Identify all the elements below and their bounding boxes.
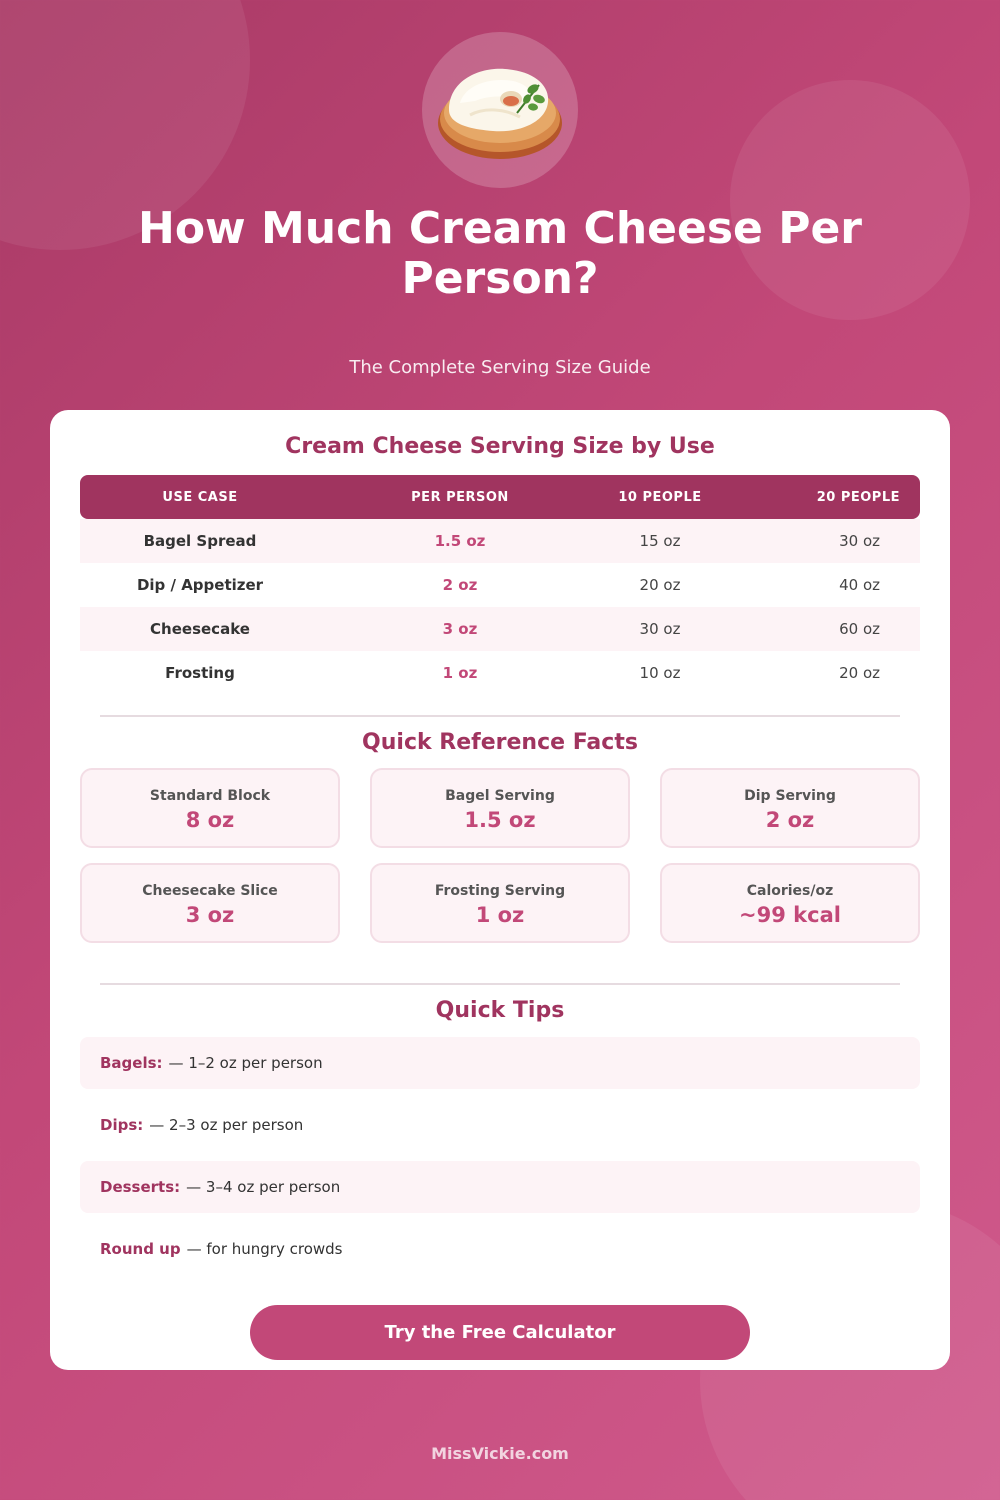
twenty-people-cell: 30 oz [839, 532, 880, 550]
tip-label: Desserts: [100, 1178, 181, 1196]
table-row [80, 651, 920, 695]
fact-value: ~99 kcal [739, 903, 841, 927]
per-person-cell: 3 oz [442, 620, 478, 638]
table-header [80, 475, 920, 519]
fact-label: Calories/oz [746, 883, 834, 899]
footer-brand[interactable]: MissVickie.com [431, 1444, 569, 1463]
ten-people-cell: 30 oz [639, 620, 681, 638]
use-case-cell: Frosting [165, 664, 235, 682]
fact-label: Frosting Serving [434, 883, 566, 899]
section-divider [100, 715, 900, 717]
twenty-people-cell: 40 oz [839, 576, 880, 594]
tip-item [80, 1161, 920, 1213]
ten-people-cell: 10 oz [639, 664, 681, 682]
facts-title: Quick Reference Facts [362, 730, 638, 755]
fact-value: 8 oz [185, 808, 235, 832]
tip-item [80, 1223, 920, 1275]
fact-card [80, 863, 340, 943]
ten-people-cell: 20 oz [639, 576, 681, 594]
table-row [80, 607, 920, 651]
column-header: PER PERSON [411, 489, 509, 505]
fact-value: 1.5 oz [464, 808, 536, 832]
tip-text: — 1–2 oz per person [168, 1054, 323, 1072]
column-header: 10 PEOPLE [618, 489, 702, 505]
ten-people-cell: 15 oz [639, 532, 681, 550]
fact-card [370, 863, 630, 943]
fact-label: Cheesecake Slice [142, 883, 278, 899]
logo-badge [422, 32, 578, 188]
tip-label: Round up [100, 1240, 181, 1258]
serving-table [80, 475, 920, 695]
table-row [80, 519, 920, 563]
calculator-cta-button[interactable]: Try the Free Calculator [250, 1305, 750, 1360]
fact-label: Standard Block [149, 788, 271, 804]
fact-label: Bagel Serving [445, 788, 555, 804]
content-card [50, 410, 950, 1370]
fact-label: Dip Serving [744, 788, 836, 804]
fact-card [370, 768, 630, 848]
table-row [80, 563, 920, 607]
tip-item [80, 1037, 920, 1089]
fact-value: 3 oz [185, 903, 235, 927]
fact-card [660, 768, 920, 848]
use-case-cell: Cheesecake [150, 620, 250, 638]
cream-cheese-bagel-icon [435, 55, 565, 165]
column-header: 20 PEOPLE [816, 489, 900, 505]
per-person-cell: 2 oz [442, 576, 478, 594]
section-divider [100, 983, 900, 985]
page-subtitle: The Complete Serving Size Guide [349, 357, 651, 378]
tips-title: Quick Tips [435, 998, 565, 1023]
column-header: USE CASE [162, 489, 238, 505]
use-case-cell: Dip / Appetizer [136, 576, 264, 594]
tip-text: — for hungry crowds [186, 1240, 343, 1258]
fact-card [660, 863, 920, 943]
page-title: How Much Cream Cheese Per Person? [138, 203, 862, 304]
use-case-cell: Bagel Spread [143, 532, 257, 550]
per-person-cell: 1.5 oz [434, 532, 486, 550]
tip-text: — 2–3 oz per person [149, 1116, 304, 1134]
table-title: Cream Cheese Serving Size by Use [285, 434, 715, 459]
twenty-people-cell: 20 oz [839, 664, 880, 682]
per-person-cell: 1 oz [442, 664, 478, 682]
fact-value: 1 oz [475, 903, 525, 927]
tip-label: Bagels: [100, 1054, 163, 1072]
tip-text: — 3–4 oz per person [186, 1178, 341, 1196]
twenty-people-cell: 60 oz [839, 620, 880, 638]
tip-label: Dips: [100, 1116, 144, 1134]
fact-value: 2 oz [765, 808, 815, 832]
fact-card [80, 768, 340, 848]
tip-item [80, 1099, 920, 1151]
